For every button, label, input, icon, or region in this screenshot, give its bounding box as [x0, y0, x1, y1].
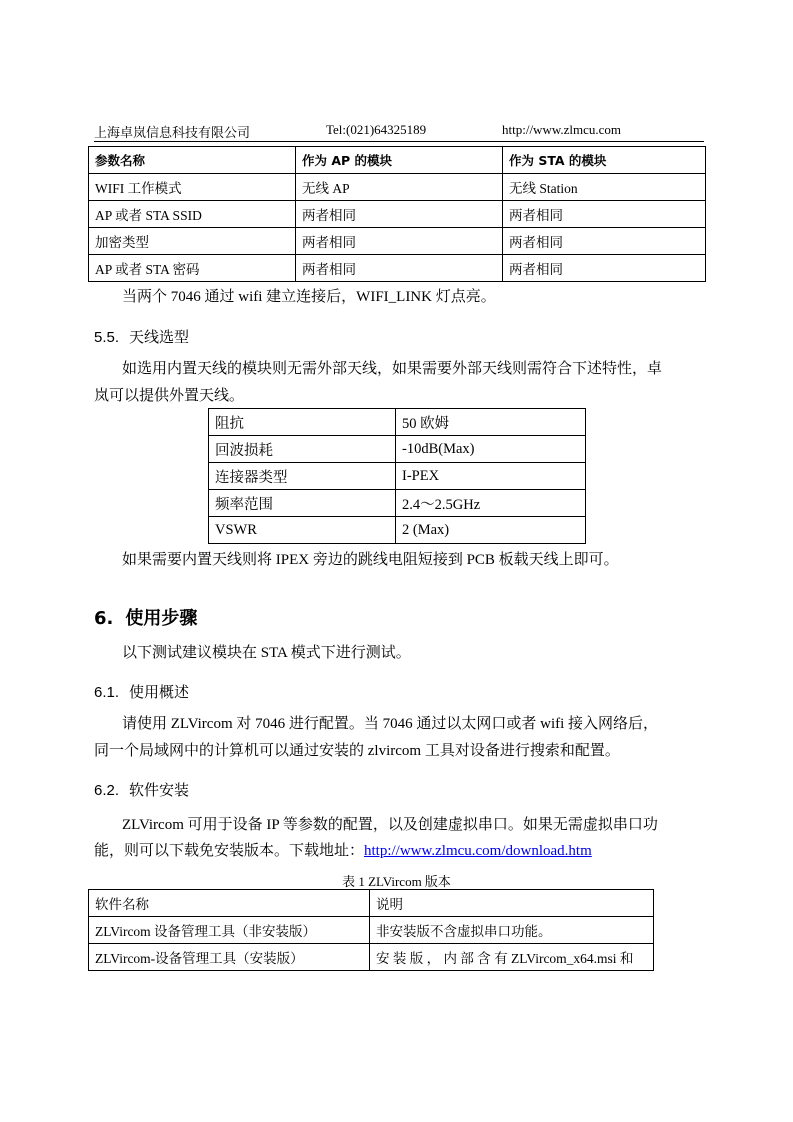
- table-cell: 无线 Station: [503, 174, 706, 201]
- section-6-2-heading: [94, 779, 189, 800]
- table-cell: 2 (Max): [396, 517, 586, 544]
- table-row: [209, 436, 586, 463]
- table-cell: 两者相同: [503, 228, 706, 255]
- table-row: [89, 255, 706, 282]
- overview-line1: 请使用 ZLVircom 对 7046 进行配置。当 7046 通过以太网口或者 wifi 接入网络后，: [122, 716, 659, 732]
- table-cell: ZLVircom-设备管理工具（安装版）: [89, 944, 370, 971]
- table-row: [89, 228, 706, 255]
- table-row: [89, 201, 706, 228]
- header-cell: 软件名称: [89, 890, 370, 917]
- header-cell: 作为 AP 的模块: [296, 147, 503, 174]
- table-header-row: [89, 147, 706, 174]
- table-cell: 两者相同: [296, 201, 503, 228]
- table-cell: ZLVircom 设备管理工具（非安装版）: [89, 917, 370, 944]
- table-cell: 安 装 版 ， 内 部 含 有 ZLVircom_x64.msi 和: [370, 944, 654, 971]
- table-cell: AP 或者 STA 密码: [89, 255, 296, 282]
- section-title: 使用概述: [129, 683, 190, 701]
- section-title: 天线选型: [129, 328, 190, 346]
- section-title: 软件安装: [129, 781, 190, 799]
- section-6-intro: 以下测试建议模块在 STA 模式下进行测试。: [122, 645, 411, 661]
- table-row: [89, 944, 654, 971]
- internal-antenna-paragraph: 如果需要内置天线则将 IPEX 旁边的跳线电阻短接到 PCB 板载天线上即可。: [122, 552, 619, 568]
- section-title: 使用步骤: [125, 608, 198, 629]
- table-cell: 50 欧姆: [396, 409, 586, 436]
- table-cell: 两者相同: [503, 255, 706, 282]
- header-tel: Tel:(021)64325189: [326, 122, 427, 137]
- table-row: [89, 917, 654, 944]
- section-5-5-heading: [94, 326, 189, 347]
- table-cell: 阻抗: [209, 409, 396, 436]
- antenna-intro-line2: 岚可以提供外置天线。: [94, 388, 245, 404]
- antenna-intro-line1: 如选用内置天线的模块则无需外部天线，如果需要外部天线则需符合下述特性，卓: [122, 361, 663, 377]
- table-cell: 加密类型: [89, 228, 296, 255]
- section-number: 5.5.: [94, 329, 120, 346]
- install-line2: [94, 841, 592, 861]
- antenna-spec-table: [208, 408, 586, 544]
- table-cell: I-PEX: [396, 463, 586, 490]
- table-cell: 无线 AP: [296, 174, 503, 201]
- header-cell: 说明: [370, 890, 654, 917]
- header-cell: 参数名称: [89, 147, 296, 174]
- header-company: 上海卓岚信息科技有限公司: [94, 125, 251, 140]
- header-url: http://www.zlmcu.com: [502, 122, 622, 137]
- section-6-heading: [94, 604, 197, 630]
- section-number: 6.: [94, 608, 114, 629]
- overview-line2: 同一个局域网中的计算机可以通过安装的 zlvircom 工具对设备进行搜索和配置。: [94, 743, 620, 759]
- table-cell: 两者相同: [296, 255, 503, 282]
- section-number: 6.1.: [94, 684, 120, 701]
- table-cell: 连接器类型: [209, 463, 396, 490]
- section-6-1-heading: [94, 681, 189, 702]
- table-cell: 非安装版不含虚拟串口功能。: [370, 917, 654, 944]
- table-row: [89, 174, 706, 201]
- table-row: [209, 463, 586, 490]
- table-caption: 表 1 ZLVircom 版本: [342, 874, 451, 889]
- ap-sta-compare-table: [88, 146, 706, 282]
- install-line2-text: 能，则可以下载免安装版本。下载地址：: [94, 843, 365, 859]
- table-cell: VSWR: [209, 517, 396, 544]
- page-header: [94, 121, 704, 142]
- table-cell: -10dB(Max): [396, 436, 586, 463]
- table-row: [209, 517, 586, 544]
- table-cell: 两者相同: [503, 201, 706, 228]
- table-cell: 频率范围: [209, 490, 396, 517]
- section-number: 6.2.: [94, 782, 120, 799]
- wifi-link-paragraph: 当两个 7046 通过 wifi 建立连接后，WIFI_LINK 灯点亮。: [122, 289, 496, 305]
- table-cell: 两者相同: [296, 228, 503, 255]
- table-cell: 回波损耗: [209, 436, 396, 463]
- table-cell: AP 或者 STA SSID: [89, 201, 296, 228]
- table-row: [209, 490, 586, 517]
- zlvircom-version-table: [88, 889, 654, 971]
- header-cell: 作为 STA 的模块: [503, 147, 706, 174]
- table-row: [209, 409, 586, 436]
- table-cell: 2.4～2.5GHz: [396, 490, 586, 517]
- table-header-row: [89, 890, 654, 917]
- table-cell: WIFI 工作模式: [89, 174, 296, 201]
- download-link[interactable]: http://www.zlmcu.com/download.htm: [364, 843, 592, 859]
- install-line1: ZLVircom 可用于设备 IP 等参数的配置，以及创建虚拟串口。如果无需虚拟串口功: [122, 817, 658, 833]
